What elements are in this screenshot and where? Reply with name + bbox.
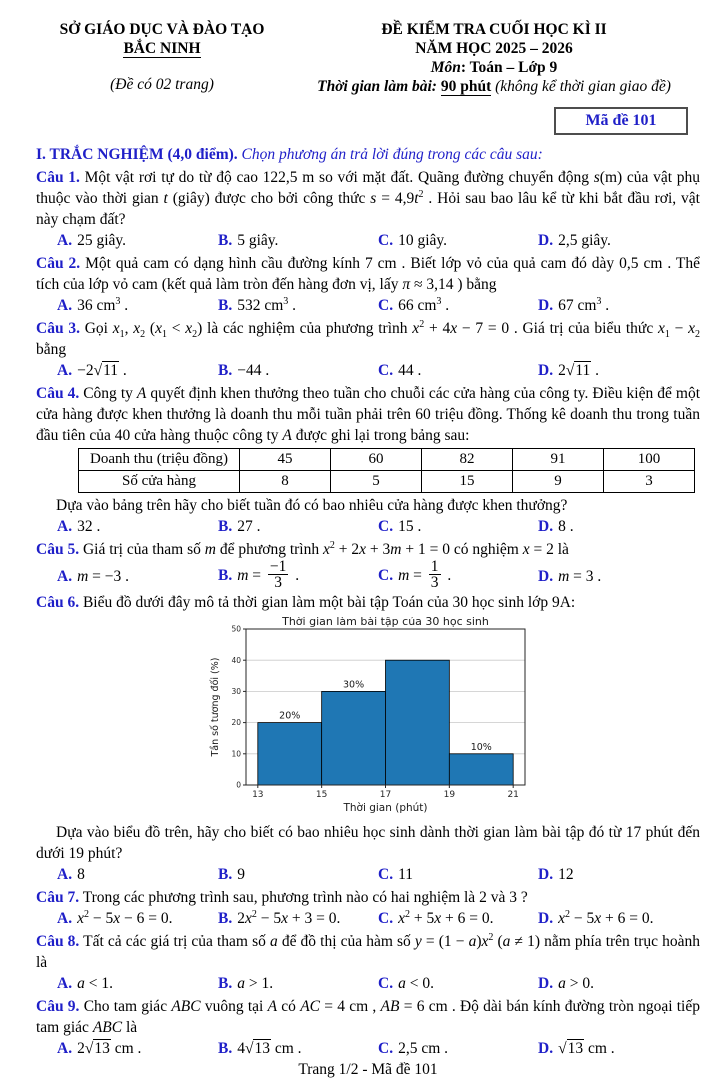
option-c: C. a < 0. — [378, 975, 434, 992]
question-5 — [36, 539, 700, 560]
svg-text:Thời gian làm bài tập của 30 h: Thời gian làm bài tập của 30 học sinh — [282, 617, 489, 628]
section-1-heading — [36, 145, 700, 165]
option-c: C. 2,5 cm . — [378, 1040, 449, 1057]
option-d: D. 12 — [538, 866, 574, 883]
question-6-label: Câu 6. — [36, 594, 80, 611]
question-2-label: Câu 2. — [36, 255, 81, 272]
department-name: SỞ GIÁO DỤC VÀ ĐÀO TẠO — [59, 21, 265, 38]
option-b: B. 4 √ 13 cm . — [218, 1039, 378, 1059]
subject-label: Môn — [430, 59, 461, 76]
time-label: Thời gian làm bài: — [317, 78, 437, 95]
option-c: C. m = $\frac{1}{3}$ . — [378, 558, 452, 591]
svg-text:Tần số tương đối (%): Tần số tương đối (%) — [210, 657, 221, 757]
option-b: B. a > 1. — [218, 975, 274, 992]
svg-text:40: 40 — [231, 655, 241, 665]
question-4 — [36, 383, 700, 446]
option-a: A. −2 √ 11 . — [57, 361, 218, 381]
svg-text:Thời gian (phút): Thời gian (phút) — [343, 802, 428, 814]
bar — [322, 691, 386, 785]
bar — [258, 723, 322, 785]
option-b: B. 9 — [218, 866, 245, 883]
question-4-options — [36, 517, 700, 537]
province-name: BẮC NINH — [123, 40, 201, 57]
question-1 — [36, 167, 700, 230]
option-b: B. m = $\frac{-1}{3}$ . — [218, 558, 300, 591]
time-value: 90 phút — [440, 78, 492, 95]
option-d: D. a > 0. — [538, 975, 594, 992]
bar — [449, 754, 513, 785]
question-7-label: Câu 7. — [36, 889, 80, 906]
time-line — [288, 77, 700, 96]
question-8-body: Tất cả các giá trị của tham số a để đồ thị của hàm số $y = (1 - a)x^2$ (a ≠ 1) nằm phía trên trục hoành là — [36, 931, 700, 971]
row-header: Doanh thu (triệu đồng) — [79, 449, 240, 471]
table-row: Số cửa hàng 8 5 15 9 3 — [79, 471, 695, 493]
option-a: A. a < 1. — [57, 975, 113, 992]
header-right — [288, 20, 700, 96]
question-3-label: Câu 3. — [36, 320, 80, 337]
exam-code-box — [554, 107, 688, 135]
question-6 — [36, 592, 700, 613]
question-3-options — [36, 361, 700, 381]
option-d: D. 8 . — [538, 518, 574, 535]
option-a: A. 32 . — [57, 518, 101, 535]
option-a: A. 8 — [57, 866, 85, 883]
option-b: B. $2x^2 - 5x + 3 = 0$. — [218, 908, 341, 927]
svg-text:10%: 10% — [470, 741, 492, 753]
subject-value: : Toán – Lớp 9 — [460, 59, 558, 76]
option-c: C. 11 — [378, 866, 414, 883]
exam-code: Mã đề 101 — [585, 112, 657, 129]
svg-text:50: 50 — [231, 624, 241, 634]
question-9-options — [36, 1039, 700, 1059]
section-1-title: I. TRẮC NGHIỆM (4,0 điểm). — [36, 146, 238, 163]
question-7 — [36, 887, 700, 908]
school-year: NĂM HỌC 2025 – 2026 — [415, 40, 573, 57]
question-4-follow-up: Dựa vào bảng trên hãy cho biết tuần đó có bao nhiêu cửa hàng được khen thưởng? — [56, 497, 568, 514]
option-b: B. 5 giây. — [218, 232, 279, 249]
option-c: C. 10 giây. — [378, 232, 448, 249]
question-8 — [36, 931, 700, 973]
row-header: Số cửa hàng — [79, 471, 240, 493]
page-footer: Trang 1/2 - Mã đề 101 — [298, 1061, 438, 1078]
question-1-body: Một vật rơi tự do từ độ cao 122,5 m so với mặt đất. Quãng đường chuyển động s(m) của vật phụ thuộc vào thời gian t (giây) được cho bởi công thức $s = 4,9t^2$ . Hỏi sau bao lâu kể từ khi bắt đầu rơi, vật này chạm đất? — [36, 169, 701, 228]
svg-text:10: 10 — [231, 749, 241, 759]
question-7-body: Trong các phương trình sau, phương trình nào có hai nghiệm là 2 và 3 ? — [82, 889, 528, 906]
question-7-options — [36, 909, 700, 929]
svg-text:21: 21 — [507, 790, 519, 800]
option-b: B. 532 $cm^3$ . — [218, 295, 297, 314]
option-a: A. 36 $cm^3$ . — [57, 295, 129, 314]
question-6-body: Biểu đồ dưới đây mô tả thời gian làm một bài tập Toán của 30 học sinh lớp 9A: — [82, 594, 576, 611]
option-d: D. 2,5 giây. — [538, 232, 611, 249]
header-left — [36, 20, 288, 96]
svg-text:17: 17 — [379, 790, 392, 800]
question-8-options — [36, 974, 700, 994]
question-6-options — [36, 865, 700, 885]
histogram-svg — [188, 617, 548, 815]
section-1-instruction: Chọn phương án trả lời đúng trong các câu sau: — [241, 146, 543, 163]
question-2-options — [36, 296, 700, 316]
option-d: D. √ 13 cm . — [538, 1039, 700, 1059]
option-d: D. $x^2 - 5x + 6 = 0$. — [538, 908, 654, 927]
exam-title: ĐỀ KIỂM TRA CUỐI HỌC KÌ II — [381, 21, 607, 38]
question-6-histogram — [188, 617, 548, 820]
question-4-label: Câu 4. — [36, 385, 80, 402]
question-1-label: Câu 1. — [36, 169, 80, 186]
header — [36, 20, 700, 96]
question-9-label: Câu 9. — [36, 998, 80, 1015]
bar — [386, 660, 450, 785]
time-note: (không kể thời gian giao đề) — [495, 78, 671, 95]
question-2 — [36, 253, 700, 295]
svg-text:19: 19 — [443, 790, 456, 800]
question-5-label: Câu 5. — [36, 541, 80, 558]
option-a: A. m = −3 . — [57, 567, 130, 585]
option-b: B. 27 . — [218, 518, 261, 535]
option-a: A. $x^2 - 5x - 6 = 0$. — [57, 908, 173, 927]
table-row: Doanh thu (triệu đồng) 45 60 82 91 100 — [79, 449, 695, 471]
question-5-options — [36, 558, 700, 592]
option-d: D. 67 $cm^3$ . — [538, 295, 610, 314]
svg-text:30: 30 — [231, 687, 241, 696]
question-2-body: Một quả cam có dạng hình cầu đường kính 7 cm . Biết lớp vỏ của quả cam đó dày 0,5 cm . Thể tích của lớp vỏ cam (kết quả làm tròn đến hàng đơn vị, lấy π ≈ 3,14 ) bằng — [36, 255, 700, 293]
question-3 — [36, 318, 700, 360]
option-c: C. 15 . — [378, 518, 422, 535]
question-3-body: Gọi $x_1$, $x_2$ $(x_1 < x_2)$ là các nghiệm của phương trình $x^2 + 4x - 7 = 0$ . Giá trị của biểu thức $x_1 - x_2$ bằng — [36, 318, 701, 358]
option-a: A. 25 giây. — [57, 232, 127, 249]
question-9 — [36, 996, 700, 1038]
question-8-label: Câu 8. — [36, 933, 80, 950]
subject-line — [288, 58, 700, 77]
option-c: C. $x^2 + 5x + 6 = 0$. — [378, 908, 494, 927]
question-9-body: Cho tam giác ABC vuông tại A có AC = 4 cm , AB = 6 cm . Độ dài bán kính đường tròn ngoại tiếp tam giác ABC là — [36, 998, 700, 1036]
question-5-body: Giá trị của tham số m để phương trình $x^2 + 2x + 3m + 1 = 0$ có nghiệm x = 2 là — [82, 539, 569, 558]
svg-text:13: 13 — [252, 790, 264, 800]
option-a: A. 2 √ 13 cm . — [57, 1039, 218, 1059]
option-d: D. 2 √ 11 . — [538, 361, 700, 381]
svg-text:20: 20 — [231, 718, 241, 728]
svg-text:0: 0 — [236, 780, 241, 790]
svg-text:15: 15 — [315, 790, 328, 800]
option-c: C. 66 $cm^3$ . — [378, 295, 450, 314]
pages-note: (Đề có 02 trang) — [110, 76, 214, 93]
option-c: C. 44 . — [378, 362, 422, 379]
svg-text:20%: 20% — [279, 710, 301, 722]
option-b: B. −44 . — [218, 362, 270, 379]
question-1-options — [36, 231, 700, 251]
revenue-table — [78, 448, 695, 493]
question-6-follow-up: Dựa vào biểu đồ trên, hãy cho biết có bao nhiêu học sinh dành thời gian làm bài tập đó từ 17 phút đến dưới 19 phút? — [36, 824, 700, 862]
option-d: D. m = 3 . — [538, 567, 602, 585]
svg-text:30%: 30% — [343, 679, 365, 691]
question-4-body: Công ty A quyết định khen thưởng theo tuần cho chuỗi các cửa hàng của công ty. Điều kiện để một cửa hàng được khen thưởng là doanh thu mỗi tuần phải trên 60 triệu đồng. Thống kê doanh thu trong tuần đầu tiên của 40 cửa hàng thuộc công ty A được ghi lại trong bảng sau: — [36, 385, 701, 444]
